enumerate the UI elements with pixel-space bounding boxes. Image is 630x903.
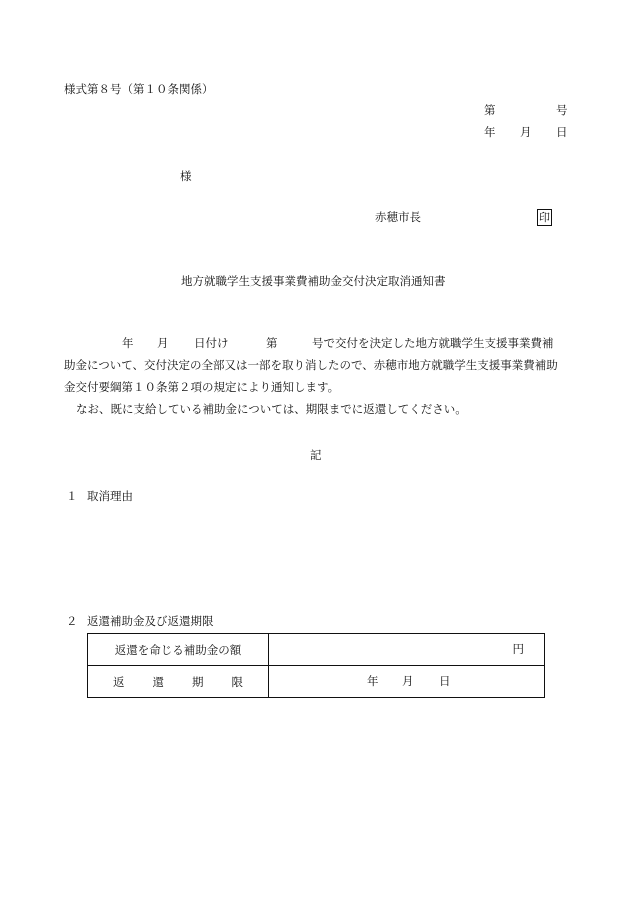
body-line-3: 金交付要綱第１０条第２項の規定により通知します。 <box>64 380 340 394</box>
deadline-day: 日 <box>439 674 451 688</box>
issuer-name: 赤穂市長 <box>375 210 421 224</box>
date-day: 日 <box>556 125 568 139</box>
date-year: 年 <box>484 125 496 139</box>
ref-number-prefix: 第 <box>266 336 278 350</box>
table-row <box>88 634 545 666</box>
amount-label: 返還を命じる補助金の額 <box>88 634 269 666</box>
amount-unit: 円 <box>512 642 524 656</box>
ref-month: 月 <box>157 336 169 350</box>
ki-marker: 記 <box>310 448 322 462</box>
repayment-table <box>87 633 545 698</box>
deadline-label-char: 返 <box>113 674 125 689</box>
table-row <box>88 666 545 698</box>
section-1-number: １ <box>66 489 78 503</box>
document-title: 地方就職学生支援事業費補助金交付決定取消通知書 <box>181 274 446 288</box>
deadline-label-char: 還 <box>152 674 164 689</box>
body-line-1: 号で交付を決定した地方就職学生支援事業費補 <box>312 336 554 350</box>
deadline-label-char: 限 <box>231 674 243 689</box>
deadline-value-cell <box>269 666 545 698</box>
date-month: 月 <box>520 125 532 139</box>
ref-year: 年 <box>122 336 134 350</box>
deadline-year: 年 <box>367 674 379 688</box>
body-line-4: なお、既に支給している補助金については、期限までに返還してください。 <box>76 402 467 416</box>
addressee-suffix: 様 <box>180 169 192 183</box>
form-number: 様式第８号（第１０条関係） <box>64 82 214 96</box>
section-1-title: 取消理由 <box>87 489 133 503</box>
issue-number-suffix: 号 <box>556 103 568 117</box>
section-2-title: 返還補助金及び返還期限 <box>87 614 214 628</box>
section-2-number: ２ <box>66 614 78 628</box>
body-line-2: 助金について、交付決定の全部又は一部を取り消したので、赤穂市地方就職学生支援事業費補助 <box>64 358 558 372</box>
deadline-label <box>88 666 269 698</box>
seal-mark <box>537 209 552 226</box>
amount-value-cell <box>269 634 545 666</box>
issue-number-prefix: 第 <box>484 103 496 117</box>
ref-day: 日付け <box>194 336 229 350</box>
seal-text: 印 <box>539 211 550 224</box>
deadline-month: 月 <box>402 674 414 688</box>
deadline-label-char: 期 <box>192 674 204 689</box>
